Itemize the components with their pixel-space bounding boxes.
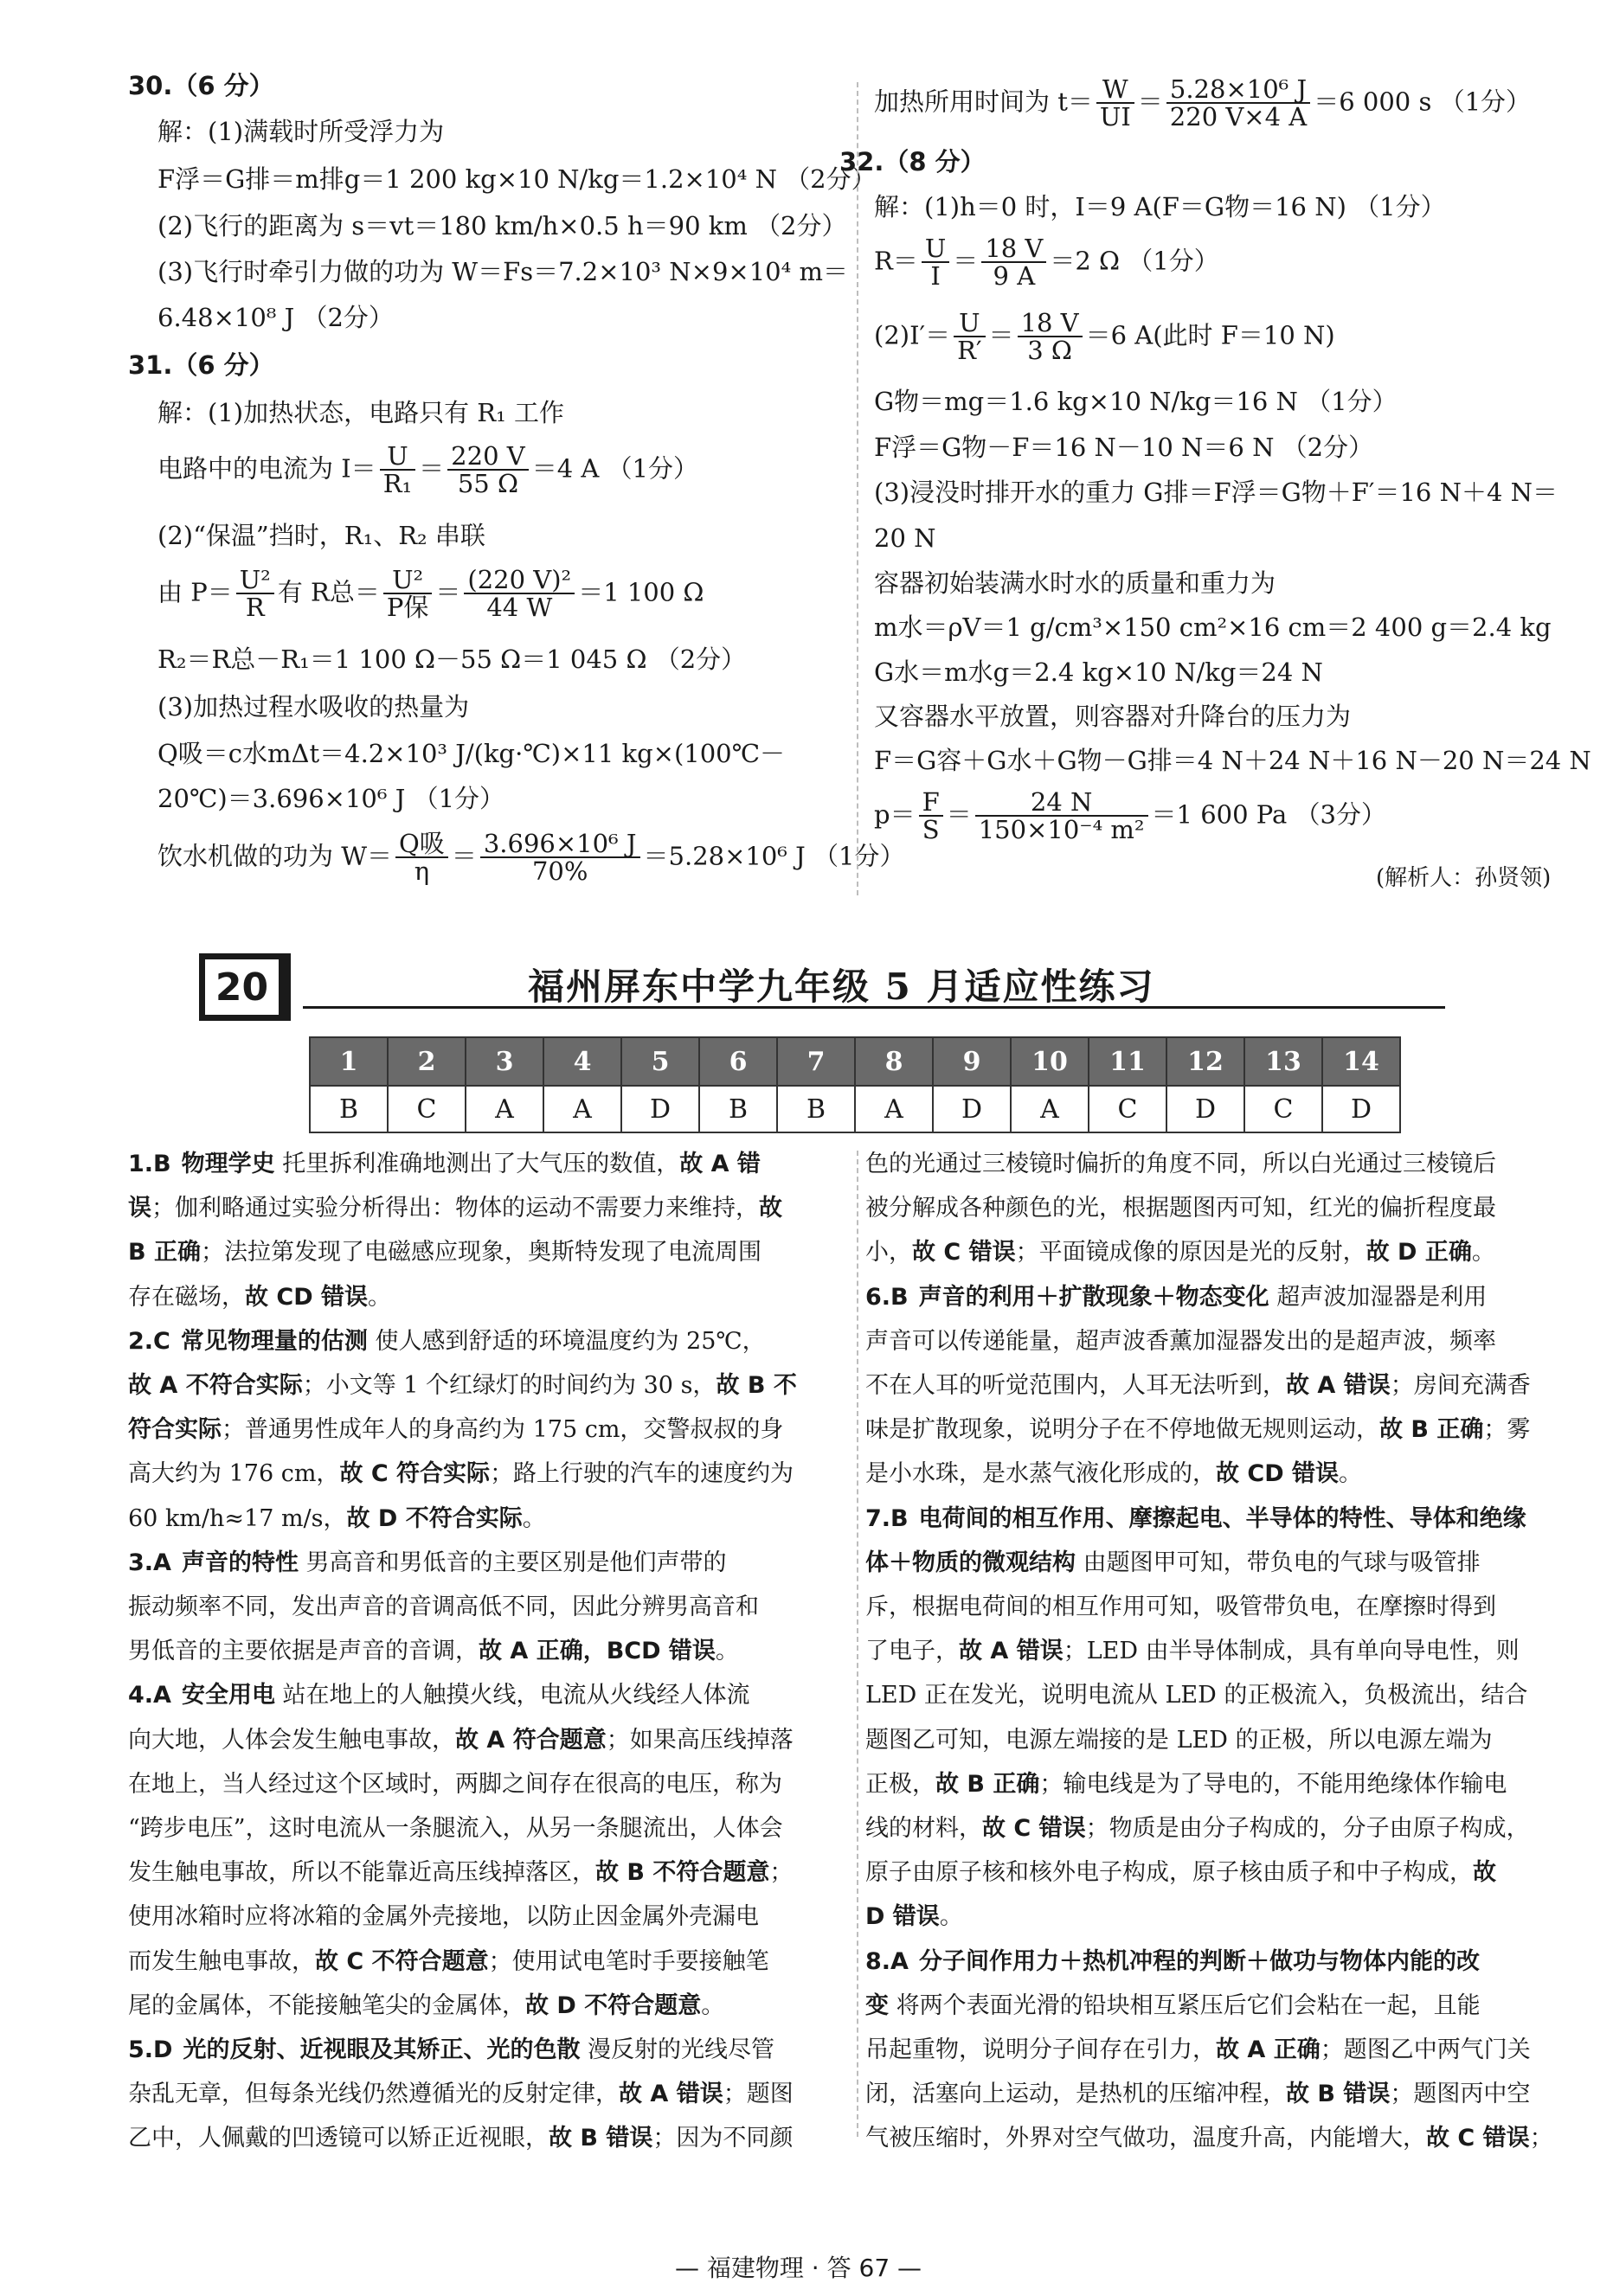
verdict-text: 故 C 错误 [1426,2125,1530,2152]
verdict-text: 故 CD 错误 [1216,1460,1340,1488]
q32-current-formula: (2)I′＝ $\frac{U}{R'}$ ＝ $\frac{18 V}{3 \Omega}$ ＝6 A(此时 F＝10 N) [874,308,1335,366]
topic-keyword: 声音的利用＋扩散现象＋物态变化 [918,1283,1269,1311]
body-text: 。 [368,1283,392,1311]
answer-cell: C [1244,1086,1322,1132]
explanation-line [865,1992,1481,2020]
answer-table-header-row [310,1037,1400,1086]
body-text: 被分解成各种颜色的光，根据题图丙可知，红光的偏折程度最 [865,1195,1496,1222]
body-text: ；LED 由半导体制成，具有单向导电性，则 [1063,1638,1520,1665]
q32-line: 又容器水平放置，则容器对升降台的压力为 [874,702,1352,731]
body-text: 由题图甲可知，带负电的气球与吸管排 [1076,1549,1481,1576]
explanation-line [865,1948,1480,1976]
question-number-cell: 3 [466,1037,543,1086]
explanation-line [128,1815,783,1843]
explanation-line [128,1638,739,1665]
body-text: 使人感到舒适的环境温度约为 25℃， [367,1327,766,1355]
answer-cell: C [1089,1086,1166,1132]
question-label: 1.B [128,1151,171,1177]
verdict-text: 误 [128,1195,151,1222]
explanation-line [128,1903,759,1931]
body-text: ； [1529,2125,1553,2152]
q31-work-formula: 饮水机做的功为 W＝ $\frac{\text{Q吸}}{\eta}$ ＝ $\frac{\text{3.696×10⁶ J}}{70\%}$ ＝5.28×10⁶ J （1分） [157,829,905,887]
body-text: 原子由原子核和核外电子构成，原子核由质子和中子构成， [865,1859,1473,1887]
explanation-line [865,1682,1527,1709]
body-text: 杂乱无章，但每条光线仍然遵循光的反射定律， [128,2081,619,2108]
verdict-text: D 错误 [865,1903,940,1931]
question-number-cell: 7 [777,1037,855,1086]
section-number-badge: 20 [199,953,291,1021]
question-number-cell: 5 [621,1037,699,1086]
verdict-text: 故 CD 错误 [245,1283,369,1311]
body-text: 是小水珠，是水蒸气液化形成的， [865,1460,1216,1488]
answer-table [309,1036,1401,1133]
q32-line: G物＝mg＝1.6 kg×10 N/kg＝16 N （1分） [874,387,1398,416]
body-text: 乙中，人佩戴的凹透镜可以矫正近视眼， [128,2125,549,2152]
explanation-line [865,1416,1530,1444]
verdict-text: 故 B 不 [716,1372,797,1399]
body-text: “跨步电压”，这时电流从一条腿流入，从另一条腿流出，人体会 [128,1815,783,1842]
explanation-line [128,1771,782,1799]
question-label: 3.A [128,1549,171,1576]
q30-line: (2)飞行的距离为 s＝vt＝180 km/h×0.5 h＝90 km （2分） [157,211,847,241]
explanation-line [128,1328,766,1356]
question-label: 2.C [128,1327,170,1355]
explanation-line [865,1859,1496,1887]
body-text: ；如果高压线掉落 [606,1726,794,1754]
body-text: 。 [939,1903,963,1931]
explanation-line [128,2036,774,2064]
explanation-line [865,2081,1530,2108]
body-text: 向大地，人体会发生触电事故， [128,1726,455,1754]
body-text: ；法拉第发现了电磁感应现象，奥斯特发现了电流周围 [200,1239,762,1267]
q31-resistance-formula: 由 P＝ $\frac{\text{U²}}{R}$ 有 R总＝ $\frac{\text{U²}}{\text{P保}}$ ＝ $\frac{\text{(220 V)²}}{44 W}$ ＝1 100 Ω [157,565,704,623]
verdict-text: 故 A 正确，BCD 错误 [479,1638,716,1665]
body-text: 发生触电事故，所以不能靠近高压线掉落区， [128,1859,595,1887]
q32-line: (3)浸没时排开水的重力 G排＝F浮＝G物＋F′＝16 N＋4 N＝ [874,478,1558,507]
q32-line: F＝G容＋G水＋G物－G排＝4 N＋24 N＋16 N－20 N＝24 N [874,746,1591,775]
body-text: ；平面镜成像的原因是光的反射， [1015,1239,1366,1267]
q32-line: m水＝ρV＝1 g/cm³×150 cm²×16 cm＝2 400 g＝2.4 kg [874,612,1552,642]
verdict-text: 故 D 不符合实际 [346,1504,523,1532]
question-number-cell: 13 [1244,1037,1322,1086]
answer-cell: B [777,1086,855,1132]
body-text: ；房间充满香 [1390,1372,1531,1399]
q32-line: F浮＝G物－F＝16 N－10 N＝6 N （2分） [874,433,1374,462]
q31-line: 20℃)＝3.696×10⁶ J （1分） [157,784,505,813]
body-text: 色的光通过三棱镜时偏折的角度不同，所以白光通过三棱镜后 [865,1151,1496,1177]
q31-line: (3)加热过程水吸收的热量为 [157,692,470,722]
body-text: 气被压缩时，外界对空气做功，温度升高，内能增大， [865,2125,1426,2152]
body-text: ；题图乙中两气门关 [1320,2036,1531,2063]
body-text: LED 正在发光，说明电流从 LED 的正极流入，负极流出，结合 [865,1682,1528,1709]
question-number-cell: 8 [855,1037,933,1086]
q32-number: 32.（8 分） [839,147,986,176]
body-text: 。 [522,1504,546,1532]
explanation-line [128,1195,782,1222]
explanation-line [865,1549,1481,1577]
explanation-line [865,1328,1496,1356]
q31-number: 31.（6 分） [128,350,274,380]
body-text: ；输电线是为了导电的，不能用绝缘体作输电 [1039,1770,1507,1798]
body-text: 了电子， [865,1638,959,1665]
explanation-line [865,1372,1531,1400]
topic-keyword: 常见物理量的估测 [180,1327,368,1355]
topic-keyword: 声音的特性 [181,1549,299,1576]
explanation-line [865,2125,1553,2152]
explanation-line [865,1460,1362,1488]
q32-resistance-formula: R＝ $\frac{U}{I}$ ＝ $\frac{18 V}{9 A}$ ＝2 Ω （1分） [874,234,1219,292]
body-text: ；普通男性成年人的身高约为 175 cm，交警叔叔的身 [222,1416,784,1444]
verdict-text: 故 B 正确 [935,1770,1040,1798]
body-text: 闭，活塞向上运动，是热机的压缩冲程， [865,2081,1286,2108]
question-number-cell: 6 [699,1037,777,1086]
body-text: ；路上行驶的汽车的速度约为 [490,1460,794,1488]
answer-cell: D [933,1086,1011,1132]
answer-cell: D [1166,1086,1244,1132]
explanation-line [128,1151,761,1178]
explanation-line [128,1727,794,1754]
verdict-text: 故 A 正确 [1216,2036,1321,2063]
verdict-text: 故 D 不符合题意 [525,1991,702,2019]
verdict-text: 故 A 符合题意 [455,1726,607,1754]
verdict-text: 体＋物质的微观结构 [865,1549,1076,1576]
explanation-line [865,1815,1530,1843]
body-text: 。 [701,1991,725,2019]
explanation-line [128,1416,783,1444]
verdict-text: 故 C 符合实际 [339,1460,491,1488]
body-text: 振动频率不同，发出声音的音调高低不同，因此分辨男高音和 [128,1594,759,1620]
body-text: ；伽利略通过实验分析得出：物体的运动不需要力来维持， [151,1195,759,1222]
body-text: 男高音和男低音的主要区别是他们声带的 [298,1549,727,1576]
body-text: ；题图 [723,2081,794,2108]
explanation-line [865,1638,1520,1665]
explanation-line [865,1727,1492,1754]
explanation-line [128,1460,794,1488]
body-text: ；物质是由分子构成的，分子由原子构成， [1085,1815,1530,1842]
verdict-text: 故 [759,1195,782,1222]
explanation-line [128,2125,793,2152]
q32-line: 解：(1)h＝0 时，I＝9 A(F＝G物＝16 N) （1分） [874,192,1446,221]
question-number-cell: 10 [1011,1037,1089,1086]
question-number-cell: 14 [1322,1037,1400,1086]
answer-cell: A [543,1086,621,1132]
answer-cell: B [699,1086,777,1132]
explanation-line [128,1372,797,1400]
verdict-text: 故 A 错误 [619,2081,723,2108]
q30-number: 30.（6 分） [128,71,274,100]
question-number-cell: 1 [310,1037,388,1086]
verdict-text: 故 B 错误 [549,2125,653,2152]
q31-line: R₂＝R总－R₁＝1 100 Ω－55 Ω＝1 045 Ω （2分） [157,645,747,674]
question-number-cell: 9 [933,1037,1011,1086]
q32-pressure-formula: p＝ $\frac{F}{S}$ ＝ $\frac{24 N}{\text{150×10⁻⁴ m²}}$ ＝1 600 Pa （3分） [874,787,1386,845]
explanation-line [128,1594,759,1621]
answer-cell: A [855,1086,933,1132]
explanation-line [865,1771,1507,1799]
verdict-text: 变 [865,1991,889,2019]
question-number-cell: 12 [1166,1037,1244,1086]
body-text: 在地上，当人经过这个区域时，两脚之间存在很高的电压，称为 [128,1770,782,1798]
question-label: 5.D [128,2036,173,2063]
answer-cell: D [621,1086,699,1132]
verdict-text: 故 D 正确 [1366,1239,1472,1267]
body-text: 斥，根据电荷间的相互作用可知，吸管带负电，在摩擦时得到 [865,1594,1496,1620]
body-text: 。 [715,1638,739,1665]
body-text: 使用冰箱时应将冰箱的金属外壳接地，以防止因金属外壳漏电 [128,1903,759,1931]
q30-line: 6.48×10⁸ J （2分） [157,303,394,332]
topic-keyword: 安全用电 [181,1682,275,1709]
explanation-line [865,1151,1496,1178]
body-text: 吊起重物，说明分子间存在引力， [865,2036,1216,2063]
body-text: 超声波加湿器是利用 [1269,1283,1488,1311]
explanation-line [128,1682,750,1709]
explanation-line [128,1284,391,1312]
body-text: 漫反射的光线尽管 [580,2036,775,2063]
question-label: 8.A [865,1947,909,1975]
q30-line: 解：(1)满载时所受浮力为 [157,117,445,146]
body-text: 。 [1339,1460,1363,1488]
explanation-line [865,2036,1531,2064]
column-divider [857,1151,858,2137]
topic-keyword: 光的反射、近视眼及其矫正、光的色散 [183,2036,581,2063]
verdict-text: 故 B 正确 [1379,1416,1484,1444]
body-text: ；因为不同颜 [652,2125,794,2152]
explanation-line [865,1239,1495,1267]
body-text: 题图乙可知，电源左端接的是 LED 的正极，所以电源左端为 [865,1726,1493,1754]
explanation-line [128,1992,724,2020]
question-label: 4.A [128,1682,171,1709]
body-text: ；题图丙中空 [1390,2081,1531,2108]
body-text: 60 km/h≈17 m/s， [128,1504,347,1532]
topic-keyword: 物理学史 [181,1151,275,1177]
verdict-text: 符合实际 [128,1416,222,1444]
section-title: 福州屏东中学九年级 5 月适应性练习 [528,965,1155,1008]
answer-cell: A [466,1086,543,1132]
explanation-line [865,1195,1496,1222]
q32-line: 容器初始装满水时水的质量和重力为 [874,568,1276,598]
verdict-text: 故 C 不符合题意 [315,1947,489,1975]
q30-line: (3)飞行时牵引力做的功为 W＝Fs＝7.2×10³ N×9×10⁴ m＝ [157,257,848,286]
answer-cell: A [1011,1086,1089,1132]
body-text: 小， [865,1239,912,1267]
verdict-text: 故 B 不符合题意 [595,1859,770,1887]
page-footer: — 福建物理 · 答 67 — [675,2254,922,2282]
question-number-cell: 2 [388,1037,466,1086]
explanation-line [865,1505,1526,1533]
explanation-line [128,1239,762,1267]
explanation-line [128,1948,769,1976]
question-number-cell: 11 [1089,1037,1166,1086]
body-text: 高大约为 176 cm， [128,1460,340,1488]
body-text: ；使用试电笔时手要接触笔 [488,1947,769,1975]
body-text: 不在人耳的听觉范围内，人耳无法听到， [865,1372,1286,1399]
explanation-line [128,1549,727,1577]
explanation-line [128,1505,546,1533]
body-text: ；小文等 1 个红绿灯的时间约为 30 s， [302,1372,717,1399]
verdict-text: 故 C 错误 [912,1239,1016,1267]
question-number-cell: 4 [543,1037,621,1086]
column-divider [857,82,858,895]
body-text: 而发生触电事故， [128,1947,315,1975]
analyst-credit: (解析人：孙贤领) [1376,865,1552,891]
answer-table-answer-row [310,1086,1400,1132]
topic-keyword: 分子间作用力＋热机冲程的判断＋做功与物体内能的改 [918,1947,1480,1975]
answer-cell: D [1322,1086,1400,1132]
q31-time-formula: 加热所用时间为 t＝ $\frac{W}{UI}$ ＝ $\frac{\text{5.28×10⁶ J}}{220 V\times 4 A}$ ＝6 000 s （1分） [874,74,1532,132]
body-text: 线的材料， [865,1815,982,1842]
explanation-line [865,1284,1487,1312]
question-label: 7.B [865,1504,909,1532]
body-text: 味是扩散现象，说明分子在不停地做无规则运动， [865,1416,1379,1444]
body-text: 男低音的主要依据是声音的音调， [128,1638,479,1665]
topic-keyword: 电荷间的相互作用、摩擦起电、半导体的特性、导体和绝缘 [918,1504,1526,1532]
answer-cell: C [388,1086,466,1132]
explanation-line [865,1594,1496,1621]
body-text: ； [769,1859,794,1887]
body-text: 站在地上的人触摸火线，电流从火线经人体流 [274,1682,750,1709]
body-text: 将两个表面光滑的铅块相互紧压后它们会粘在一起，且能 [889,1991,1481,2019]
verdict-text: 故 A 错 [679,1151,761,1177]
q32-line: G水＝m水g＝2.4 kg×10 N/kg＝24 N [874,657,1323,687]
body-text: 正极， [865,1770,935,1798]
body-text: 。 [1471,1239,1495,1267]
question-label: 6.B [865,1283,909,1311]
body-text: 尾的金属体，不能接触笔尖的金属体， [128,1991,525,2019]
body-text: 托里拆利准确地测出了大气压的数值， [274,1151,680,1177]
explanation-line [128,1859,793,1887]
body-text: 存在磁场， [128,1283,245,1311]
q30-line: F浮＝G排＝m排g＝1 200 kg×10 N/kg＝1.2×10⁴ N （2分） [157,164,877,194]
explanation-line [128,2081,794,2108]
verdict-text: 故 C 错误 [982,1815,1086,1842]
verdict-text: B 正确 [128,1239,201,1267]
q31-line: Q吸＝c水mΔt＝4.2×10³ J/(kg·℃)×11 kg×(100℃－ [157,739,786,768]
verdict-text: 故 A 错误 [959,1638,1064,1665]
q31-line: (2)“保温”挡时，R₁、R₂ 串联 [157,521,485,550]
verdict-text: 故 A 不符合实际 [128,1372,303,1399]
verdict-text: 故 B 错误 [1286,2081,1391,2108]
body-text: ；雾 [1483,1416,1531,1444]
body-text: 声音可以传递能量，超声波香薰加湿器发出的是超声波，频率 [865,1327,1496,1355]
answer-cell: B [310,1086,388,1132]
explanation-line [865,1903,963,1931]
q31-current-formula: 电路中的电流为 I＝ $\frac{U}{\text{R₁}}$ ＝ $\frac{220 V}{55 \Omega}$ ＝4 A （1分） [157,441,698,499]
verdict-text: 故 A 错误 [1286,1372,1391,1399]
q32-line: 20 N [874,523,936,553]
q31-line: 解：(1)加热状态，电路只有 R₁ 工作 [157,398,564,427]
verdict-text: 故 [1473,1859,1496,1887]
